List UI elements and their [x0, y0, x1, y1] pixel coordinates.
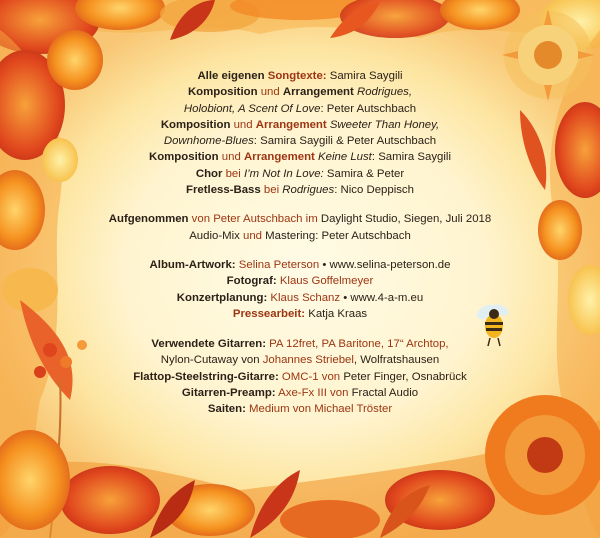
- credit-line-preamp: Gitarren-Preamp: Axe-Fx III von Fractal Audio: [181, 387, 419, 400]
- credits-text-block: [95, 68, 505, 418]
- credit-line-gitarren-2: Nylon-Cutaway von Johannes Striebel, Wolfratshausen: [160, 354, 440, 367]
- credit-line-komposition-1: Komposition und Arrangement Rodrigues,: [187, 86, 413, 99]
- credit-line-komposition-1b: Holobiont, A Scent Of Love: Peter Autschbach: [183, 102, 417, 115]
- credit-line-chor: Chor bei I’m Not In Love: Samira & Peter: [195, 167, 405, 180]
- credit-line-gitarren: Verwendete Gitarren: PA 12fret, PA Baritone, 17“ Archtop,: [151, 338, 449, 351]
- credit-line-saiten: Saiten: Medium von Michael Tröster: [207, 403, 393, 416]
- credit-line-album-artwork: Album-Artwork: Selina Peterson • www.selina-peterson.de: [149, 258, 451, 271]
- credit-line-konzertplanung: Konzertplanung: Klaus Schanz • www.4-a-m.eu: [176, 291, 424, 304]
- credit-line-aufgenommen: Aufgenommen von Peter Autschbach im Daylight Studio, Siegen, Juli 2018: [108, 213, 492, 226]
- credit-line-songtexte: Alle eigenen Songtexte: Samira Saygili: [197, 70, 403, 82]
- credit-line-komposition-2: Komposition und Arrangement Sweeter Than Honey,: [160, 118, 440, 131]
- credit-line-pressearbeit: Pressearbeit: Katja Kraas: [232, 307, 368, 320]
- credit-line-fotograf: Fotograf: Klaus Goffelmeyer: [226, 275, 374, 288]
- credit-line-mix-mastering: Audio-Mix und Mastering: Peter Autschbach: [189, 229, 411, 242]
- credit-line-flattop: Flattop-Steelstring-Gitarre: OMC-1 von Peter Finger, Osnabrück: [133, 370, 467, 383]
- credit-line-fretless-bass: Fretless-Bass bei Rodrigues: Nico Deppisch: [186, 184, 414, 197]
- credit-line-komposition-3: Komposition und Arrangement Keine Lust: Samira Saygili: [149, 151, 451, 164]
- credit-line-komposition-2b: Downhome-Blues: Samira Saygili & Peter Autschbach: [163, 135, 437, 148]
